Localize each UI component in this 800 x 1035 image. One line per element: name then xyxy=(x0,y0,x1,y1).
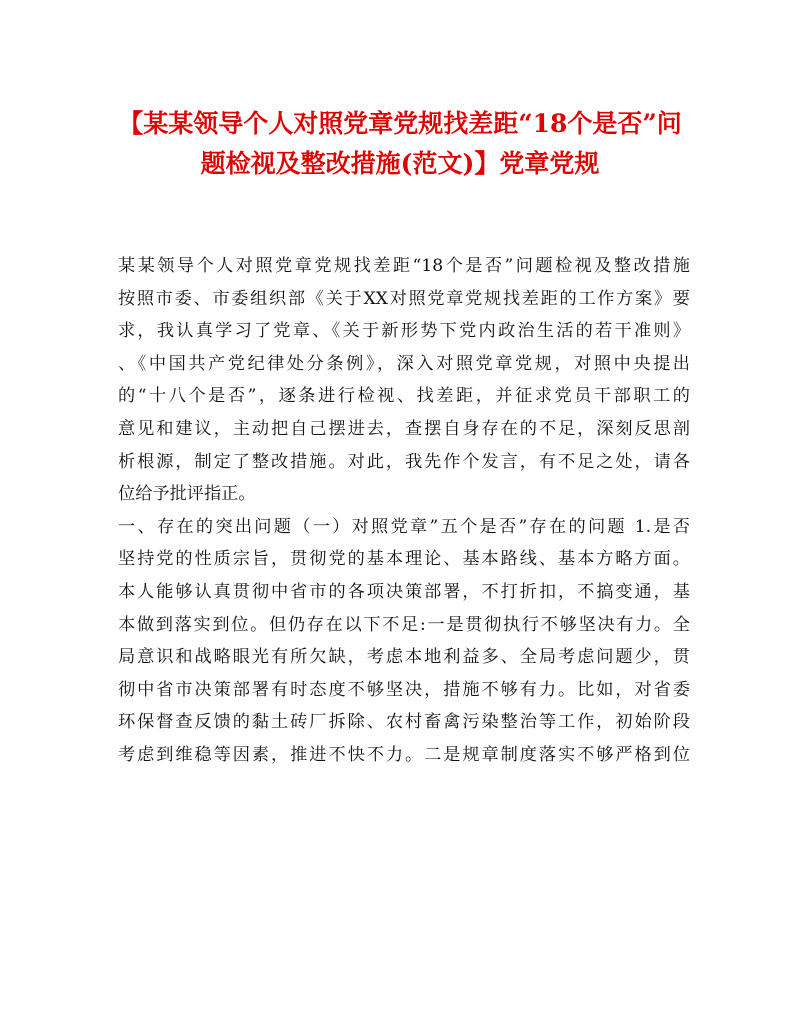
body-line: 某某领导个人对照党章党规找差距“18个是否”问题检视及整改措施 xyxy=(118,256,690,276)
document-title xyxy=(110,104,690,184)
body-line: 彻中省市决策部署有时态度不够坚决，措施不够有力。比如，对省委 xyxy=(118,679,690,700)
body-line: 局意识和战略眼光有所欠缺，考虑本地利益多、全局考虑问题少，贯 xyxy=(118,647,690,668)
body-line: 的“十八个是否”，逐条进行检视、找差距，并征求党员干部职工的 xyxy=(118,386,690,407)
body-line: 按照市委、市委组织部《关于XX对照党章党规找差距的工作方案》要 xyxy=(118,288,690,309)
body-line: 求，我认真学习了党章、《关于新形势下党内政治生活的若干准则》 xyxy=(118,321,690,342)
document-body xyxy=(118,250,690,772)
body-line: 环保督查反馈的黏土砖厂拆除、农村畜禽污染整治等工作，初始阶段 xyxy=(118,712,690,733)
body-line: 意见和建议，主动把自己摆进去，查摆自身存在的不足，深刻反思剖 xyxy=(118,418,690,439)
body-line: 析根源，制定了整改措施。对此，我先作个发言，有不足之处，请各 xyxy=(118,451,690,472)
title-line-2: 题检视及整改措施(范文)】党章党规 xyxy=(200,149,600,178)
body-line: 一、存在的突出问题（一）对照党章”五个是否”存在的问题 1.是否 xyxy=(118,516,690,537)
title-line-1: 【某某领导个人对照党章党规找差距“18个是否”问 xyxy=(118,109,682,138)
body-line: 位给予批评指正。 xyxy=(118,484,256,505)
body-line: 本做到落实到位。但仍存在以下不足:一是贯彻执行不够坚决有力。全 xyxy=(118,614,690,635)
body-line: 考虑到维稳等因素，推进不快不力。二是规章制度落实不够严格到位 xyxy=(118,744,690,765)
body-line: 坚持党的性质宗旨，贯彻党的基本理论、基本路线、基本方略方面。 xyxy=(118,549,690,570)
body-line: 本人能够认真贯彻中省市的各项决策部署，不打折扣，不搞变通，基 xyxy=(118,581,690,602)
body-line: 、《中国共产党纪律处分条例》，深入对照党章党规，对照中央提出 xyxy=(118,353,690,374)
